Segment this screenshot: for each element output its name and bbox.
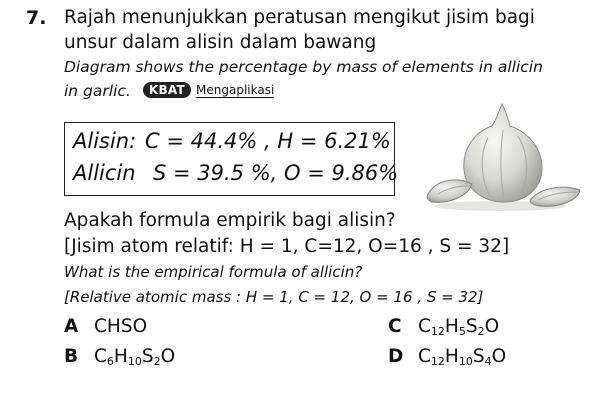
composition-values-2: S = 39.5 %, O = 9.86% <box>153 161 399 185</box>
formula-subscript: 12 <box>430 355 445 368</box>
kbat-badge: KBAT <box>143 82 191 98</box>
composition-box <box>64 122 399 196</box>
formula-element: CHSO <box>94 316 148 337</box>
formula-element: C <box>418 316 431 337</box>
garlic-bulb-icon <box>418 98 588 213</box>
formula-subscript: 4 <box>484 355 492 368</box>
formula-subscript: 6 <box>106 355 114 368</box>
formula-element: S <box>465 316 478 337</box>
option-a[interactable] <box>64 316 147 337</box>
composition-row-1 <box>73 129 391 153</box>
stem-malay-line-2: unsur dalam alisin dalam bawang <box>64 32 377 53</box>
formula-subscript: 2 <box>477 325 485 338</box>
formula-element: H <box>113 346 128 367</box>
option-formula <box>94 316 147 337</box>
option-b[interactable] <box>64 346 175 367</box>
formula-element: O <box>491 346 507 367</box>
option-letter: B <box>64 346 79 367</box>
formula-subscript: 10 <box>127 355 142 368</box>
formula-subscript: 12 <box>430 325 445 338</box>
formula-element: S <box>472 346 485 367</box>
option-d[interactable] <box>388 346 506 367</box>
formula-subscript: 5 <box>458 325 466 338</box>
ram-english: [Relative atomic mass : H = 1, C = 12, O = 16 , S = 32] <box>64 288 484 306</box>
formula-element: C <box>94 346 107 367</box>
option-formula <box>418 316 499 337</box>
formula-element: S <box>141 346 154 367</box>
composition-values-1: C = 44.4% , H = 6.21% <box>145 129 391 153</box>
skill-label: Mengaplikasi <box>196 83 275 97</box>
ram-malay: [Jisim atom relatif: H = 1, C=12, O=16 , S = 32] <box>64 236 510 257</box>
question-malay: Apakah formula empirik bagi alisin? <box>64 210 396 231</box>
formula-subscript: 10 <box>458 355 473 368</box>
stem-english-line-2 <box>64 82 274 100</box>
formula-element: O <box>484 316 500 337</box>
formula-subscript: 2 <box>153 355 161 368</box>
option-formula <box>94 346 175 367</box>
option-letter: D <box>388 346 404 367</box>
composition-row-2 <box>73 161 398 185</box>
option-c[interactable] <box>388 316 499 337</box>
formula-element: C <box>418 346 431 367</box>
option-letter: C <box>388 316 402 337</box>
option-letter: A <box>64 316 79 337</box>
formula-element: H <box>444 346 459 367</box>
stem-english-line-1: Diagram shows the percentage by mass of elements in allicin <box>64 58 543 76</box>
question-english: What is the empirical formula of allicin? <box>64 263 363 281</box>
question-number: 7. <box>26 7 47 29</box>
stem-english-line-2-text: in garlic. <box>64 82 131 100</box>
option-formula <box>418 346 506 367</box>
stem-malay-line-1: Rajah menunjukkan peratusan mengikut jisim bagi <box>64 7 535 28</box>
formula-element: H <box>444 316 459 337</box>
composition-label-ms: Alisin: <box>73 129 137 153</box>
composition-label-en: Allicin <box>73 161 136 185</box>
formula-element: O <box>160 346 176 367</box>
